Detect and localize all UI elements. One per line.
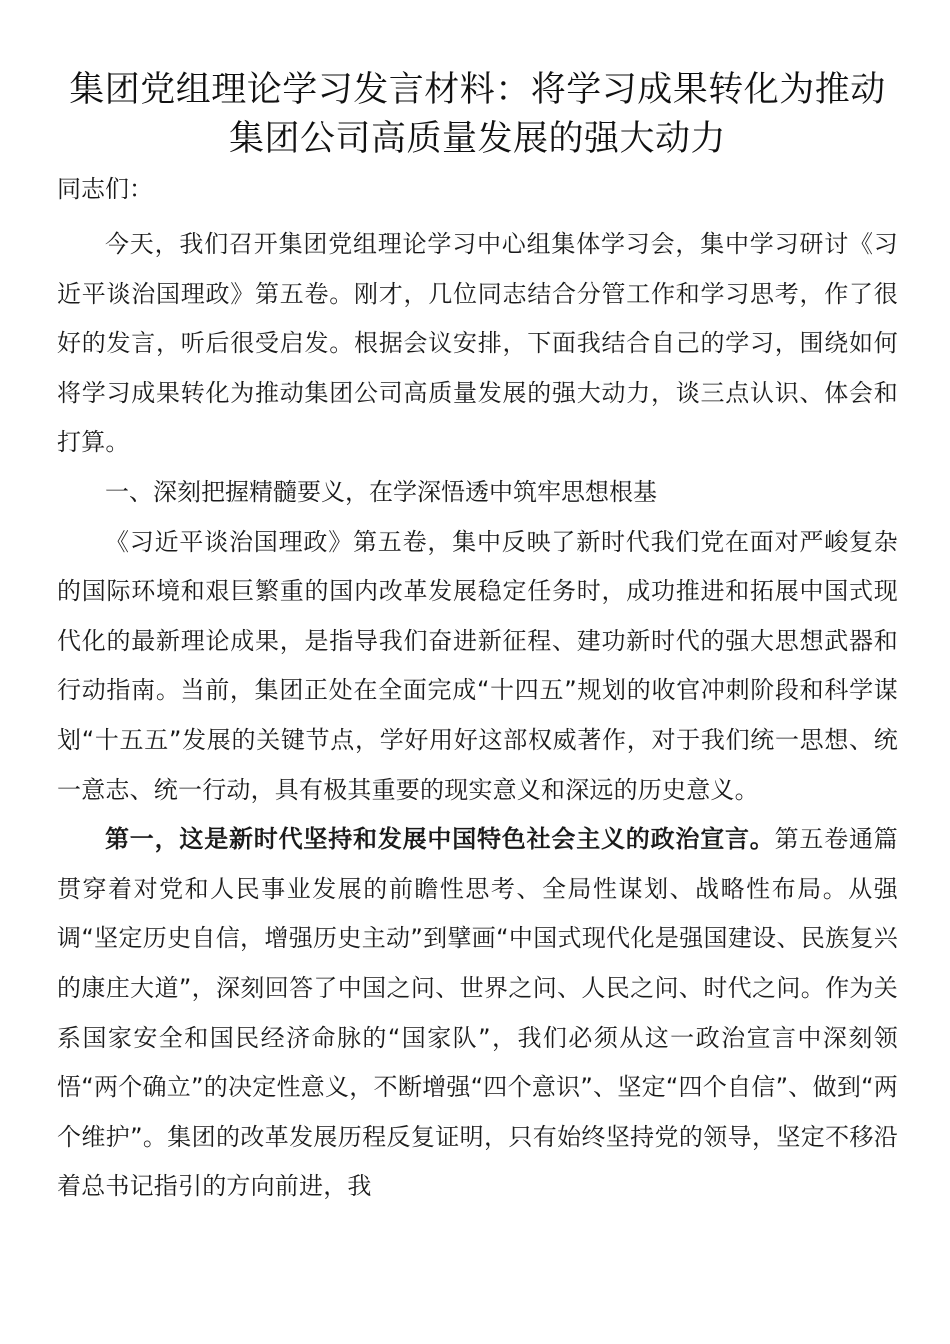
point-1-lead: 第一，这是新时代坚持和发展中国特色社会主义的政治宣言。 xyxy=(105,825,775,854)
section-1-heading: 一、深刻把握精髓要义，在学深悟透中筑牢思想根基 xyxy=(105,477,657,506)
salutation: 同志们： xyxy=(57,175,153,203)
title-line-1: 集团党组理论学习发言材料：将学习成果转化为推动 xyxy=(69,70,886,110)
title-line-2: 集团公司高质量发展的强大动力 xyxy=(228,119,726,159)
point-1-paragraph xyxy=(57,815,898,1212)
point-1-body: 第五卷通篇贯穿着对党和人民事业发展的前瞻性思考、全局性谋划、战略性布局。从强调“坚定历史自信，增强历史主动”到擘画“中国式现代化是强国建设、民族复兴的康庄大道”，深刻回答了中国之问、世界之问、人民之问、时代之问。作为关系国家安全和国民经济命脉的“国家队”，我们必须从这一政治宣言中深刻领悟“两个确立”的决定性意义，不断增强“四个意识”、坚定“四个自信”、做到“两个维护”。集团的改革发展历程反复证明，只有始终坚持党的领导，坚定不移沿着总书记指引的方向前进，我 xyxy=(57,825,898,1201)
intro-paragraph: 今天，我们召开集团党组理论学习中心组集体学习会，集中学习研讨《习近平谈治国理政》第五卷。刚才，几位同志结合分管工作和学习思考，作了很好的发言，听后很受启发。根据会议安排，下面我结合自己的学习，围绕如何将学习成果转化为推动集团公司高质量发展的强大动力，谈三点认识、体会和打算。 xyxy=(57,230,898,457)
section-1-paragraph: 《习近平谈治国理政》第五卷，集中反映了新时代我们党在面对严峻复杂的国际环境和艰巨繁重的国内改革发展稳定任务时，成功推进和拓展中国式现代化的最新理论成果，是指导我们奋进新征程、建功新时代的强大思想武器和行动指南。当前，集团正处在全面完成“十四五”规划的收官冲刺阶段和科学谋划“十五五”发展的关键节点，学好用好这部权威著作，对于我们统一思想、统一意志、统一行动，具有极其重要的现实意义和深远的历史意义。 xyxy=(57,527,898,804)
document-title xyxy=(57,66,898,164)
